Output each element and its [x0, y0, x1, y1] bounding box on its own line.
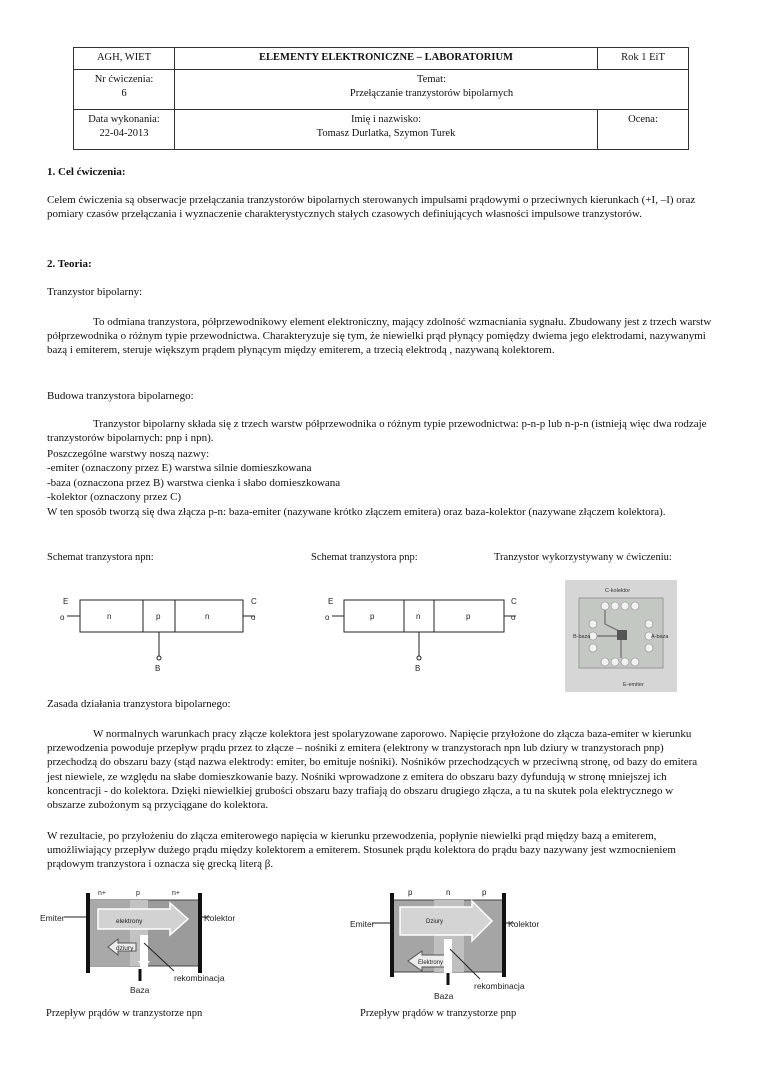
pnp-pin-c-node: o	[511, 613, 516, 622]
layers-intro: Poszczególne warstwy noszą nazwy:	[47, 448, 210, 460]
npn-majority-label: elektrony	[116, 918, 143, 925]
npn-flow-diagram	[40, 883, 270, 1003]
pnp-pin-e-node: o	[325, 613, 330, 622]
npn-schematic	[55, 594, 265, 674]
names-cell: Imię i nazwisko: Tomasz Durlatka, Szymon Turek	[175, 110, 598, 150]
npn-pin-e-node: o	[60, 613, 65, 622]
pnp-layer-2: n	[416, 612, 421, 621]
structure-text: Tranzystor bipolarny składa się z trzech warstw półprzewodnika o różnym typie przewodnictwa: p-n-p lub n-p-n (istnieją więc dwa rodzaje tranzystorów bipolarnych: pnp i npn).	[47, 418, 707, 445]
result-text: W rezultacie, po przyłożeniu do złącza emiterowego napięcia w kierunku przewodzenia, popłynie niewielki prąd między bazą a emiterem, umożliwiający przepływ dużego prądu między kolektorem a emiterem. Stosunek prądu kolektora do prądu bazy nazywany jest wzmocnieniem prądowym tranzystora i oznacza się grecką literą β.	[47, 830, 676, 871]
layer-base: -baza (oznaczona przez B) warstwa cienka i słabo domieszkowana	[47, 477, 341, 489]
npn-flow-caption: Przepływ prądów w tranzystorze npn	[46, 1008, 203, 1019]
grade-cell: Ocena:	[598, 110, 689, 150]
topic-cell: Temat: Przełączanie tranzystorów bipolarnych	[175, 70, 689, 110]
photo-label-bottom: E-emiter	[623, 682, 644, 688]
date: 22-04-2013	[99, 128, 149, 139]
npn-layer-2: p	[156, 612, 161, 621]
transistor-photo	[565, 580, 677, 692]
institution: AGH, WIET	[74, 48, 175, 70]
course-title: ELEMENTY ELEKTRONICZNE – LABORATORIUM	[175, 48, 598, 70]
goal-heading: 1. Cel ćwiczenia:	[47, 166, 126, 178]
pnp-pin-e: E	[328, 597, 334, 606]
pnp-layer-1: p	[370, 612, 375, 621]
npn-pin-c: C	[251, 597, 257, 606]
structure-title: Budowa tranzystora bipolarnego:	[47, 390, 194, 402]
npn-base-label: Baza	[130, 985, 150, 995]
npn-schema-caption: Schemat tranzystora npn:	[47, 552, 154, 563]
bipolar-title: Tranzystor bipolarny:	[47, 286, 143, 298]
principle-title: Zasada działania tranzystora bipolarnego:	[47, 698, 231, 710]
junctions-text: W ten sposób tworzą się dwa złącza p-n: baza-emiter (nazywane krótko złączem emitera) oraz baza-kolektor (nazywane złączem kolektora).	[47, 506, 666, 518]
layer-emitter: -emiter (oznaczony przez E) warstwa silnie domieszkowana	[47, 462, 312, 474]
photo-label-right: A-baza	[651, 634, 669, 640]
photo-label-top: C-kolektor	[605, 588, 631, 594]
pnp-base-label: Baza	[434, 991, 454, 1001]
date-cell: Data wykonania: 22-04-2013	[74, 110, 175, 150]
npn-layer-1: n	[107, 612, 112, 621]
photo-caption: Tranzystor wykorzystywany w ćwiczeniu:	[494, 552, 672, 563]
pnp-minority-label: Elektrony	[418, 960, 444, 966]
npn-region-3: n+	[172, 890, 180, 897]
npn-pin-b: B	[155, 664, 161, 673]
pnp-layer-3: p	[466, 612, 471, 621]
topic: Przełączanie tranzystorów bipolarnych	[349, 88, 514, 99]
photo-label-left: B-baza	[573, 634, 591, 640]
pnp-emitter-label: Emiter	[350, 919, 375, 929]
npn-pin-c-node: o	[251, 613, 256, 622]
layer-collector: -kolektor (oznaczony przez C)	[47, 491, 182, 503]
pnp-region-1: p	[408, 888, 413, 897]
pnp-flow-diagram	[350, 883, 580, 1008]
pnp-recombination-label: rekombinacja	[474, 981, 525, 991]
npn-recombination-label: rekombinacja	[174, 973, 225, 983]
goal-text: Celem ćwiczenia są obserwacje przełączania tranzystorów bipolarnych sterowanych impulsami prądowymi o przeciwnych kierunkach (+I, –I) oraz pomiary czasów przełączania i wyznaczenie charakterystycznych stałych czasowych definiujących własności impulsowe tranzystorów.	[47, 194, 696, 221]
exercise-number: 6	[121, 88, 127, 99]
pnp-collector-label: Kolektor	[508, 919, 540, 929]
year: Rok 1 EiT	[598, 48, 689, 70]
npn-collector-label: Kolektor	[204, 913, 236, 923]
npn-region-1: n+	[98, 890, 106, 897]
names: Tomasz Durlatka, Szymon Turek	[316, 128, 456, 139]
bipolar-text: To odmiana tranzystora, półprzewodnikowy element elektroniczny, mający zdolność wzmacniania sygnału. Zbudowany jest z trzech warstw półprzewodnika o różnym typie przewodnictwa. Charakteryzuje się tym, że niewielki prąd płynący pomiędzy dwiema jego elektrodami, nazywanymi bazą i emiterem, steruje większym prądem płynącym między emiterem, a trzecią elektrodą , nazywaną kolektorem.	[47, 316, 712, 357]
npn-emitter-label: Emiter	[40, 913, 65, 923]
principle-text: W normalnych warunkach pracy złącze kolektora jest spolaryzowane zaporowo. Napięcie przyłożone do złącza baza-emiter w kierunku przewodzenia powoduje przepływ prądu przez to złącze – nośniki z emitera (elektrony w tranzystorach npn lub dziury w tranzystorach pnp) przechodzą do obszaru bazy (stąd nazwa elektrody: emiter, bo emituje nośniki). Nośników przechodzących w przeciwną stronę, od bazy do emitera jest niewiele, ze względu na słabe domieszkowanie bazy. Nośniki wprowadzone z emitera do obszaru bazy dyfundują w stronę mniejszej ich koncentracji - do kolektora. Dzięki niewielkiej grubości obszaru bazy trafiają do obszaru drugiego złącza, a tu na skutek pola elektrycznego w obszarze zubożonym są przyciągane do kolektora.	[47, 728, 698, 812]
exercise-cell: Nr ćwiczenia: 6	[74, 70, 175, 110]
pnp-pin-c: C	[511, 597, 517, 606]
npn-layer-3: n	[205, 612, 210, 621]
npn-region-2: p	[136, 890, 140, 897]
pnp-majority-label: Dziury	[426, 919, 444, 925]
header-table	[73, 47, 689, 150]
pnp-flow-caption: Przepływ prądów w tranzystorze pnp	[360, 1008, 517, 1019]
npn-minority-label: dziury	[116, 945, 134, 952]
pnp-region-3: p	[482, 888, 487, 897]
pnp-region-2: n	[446, 888, 451, 897]
theory-heading: 2. Teoria:	[47, 258, 92, 270]
pnp-schema-caption: Schemat tranzystora pnp:	[311, 552, 418, 563]
npn-pin-e: E	[63, 597, 69, 606]
pnp-schematic	[320, 594, 525, 674]
pnp-pin-b: B	[415, 664, 421, 673]
